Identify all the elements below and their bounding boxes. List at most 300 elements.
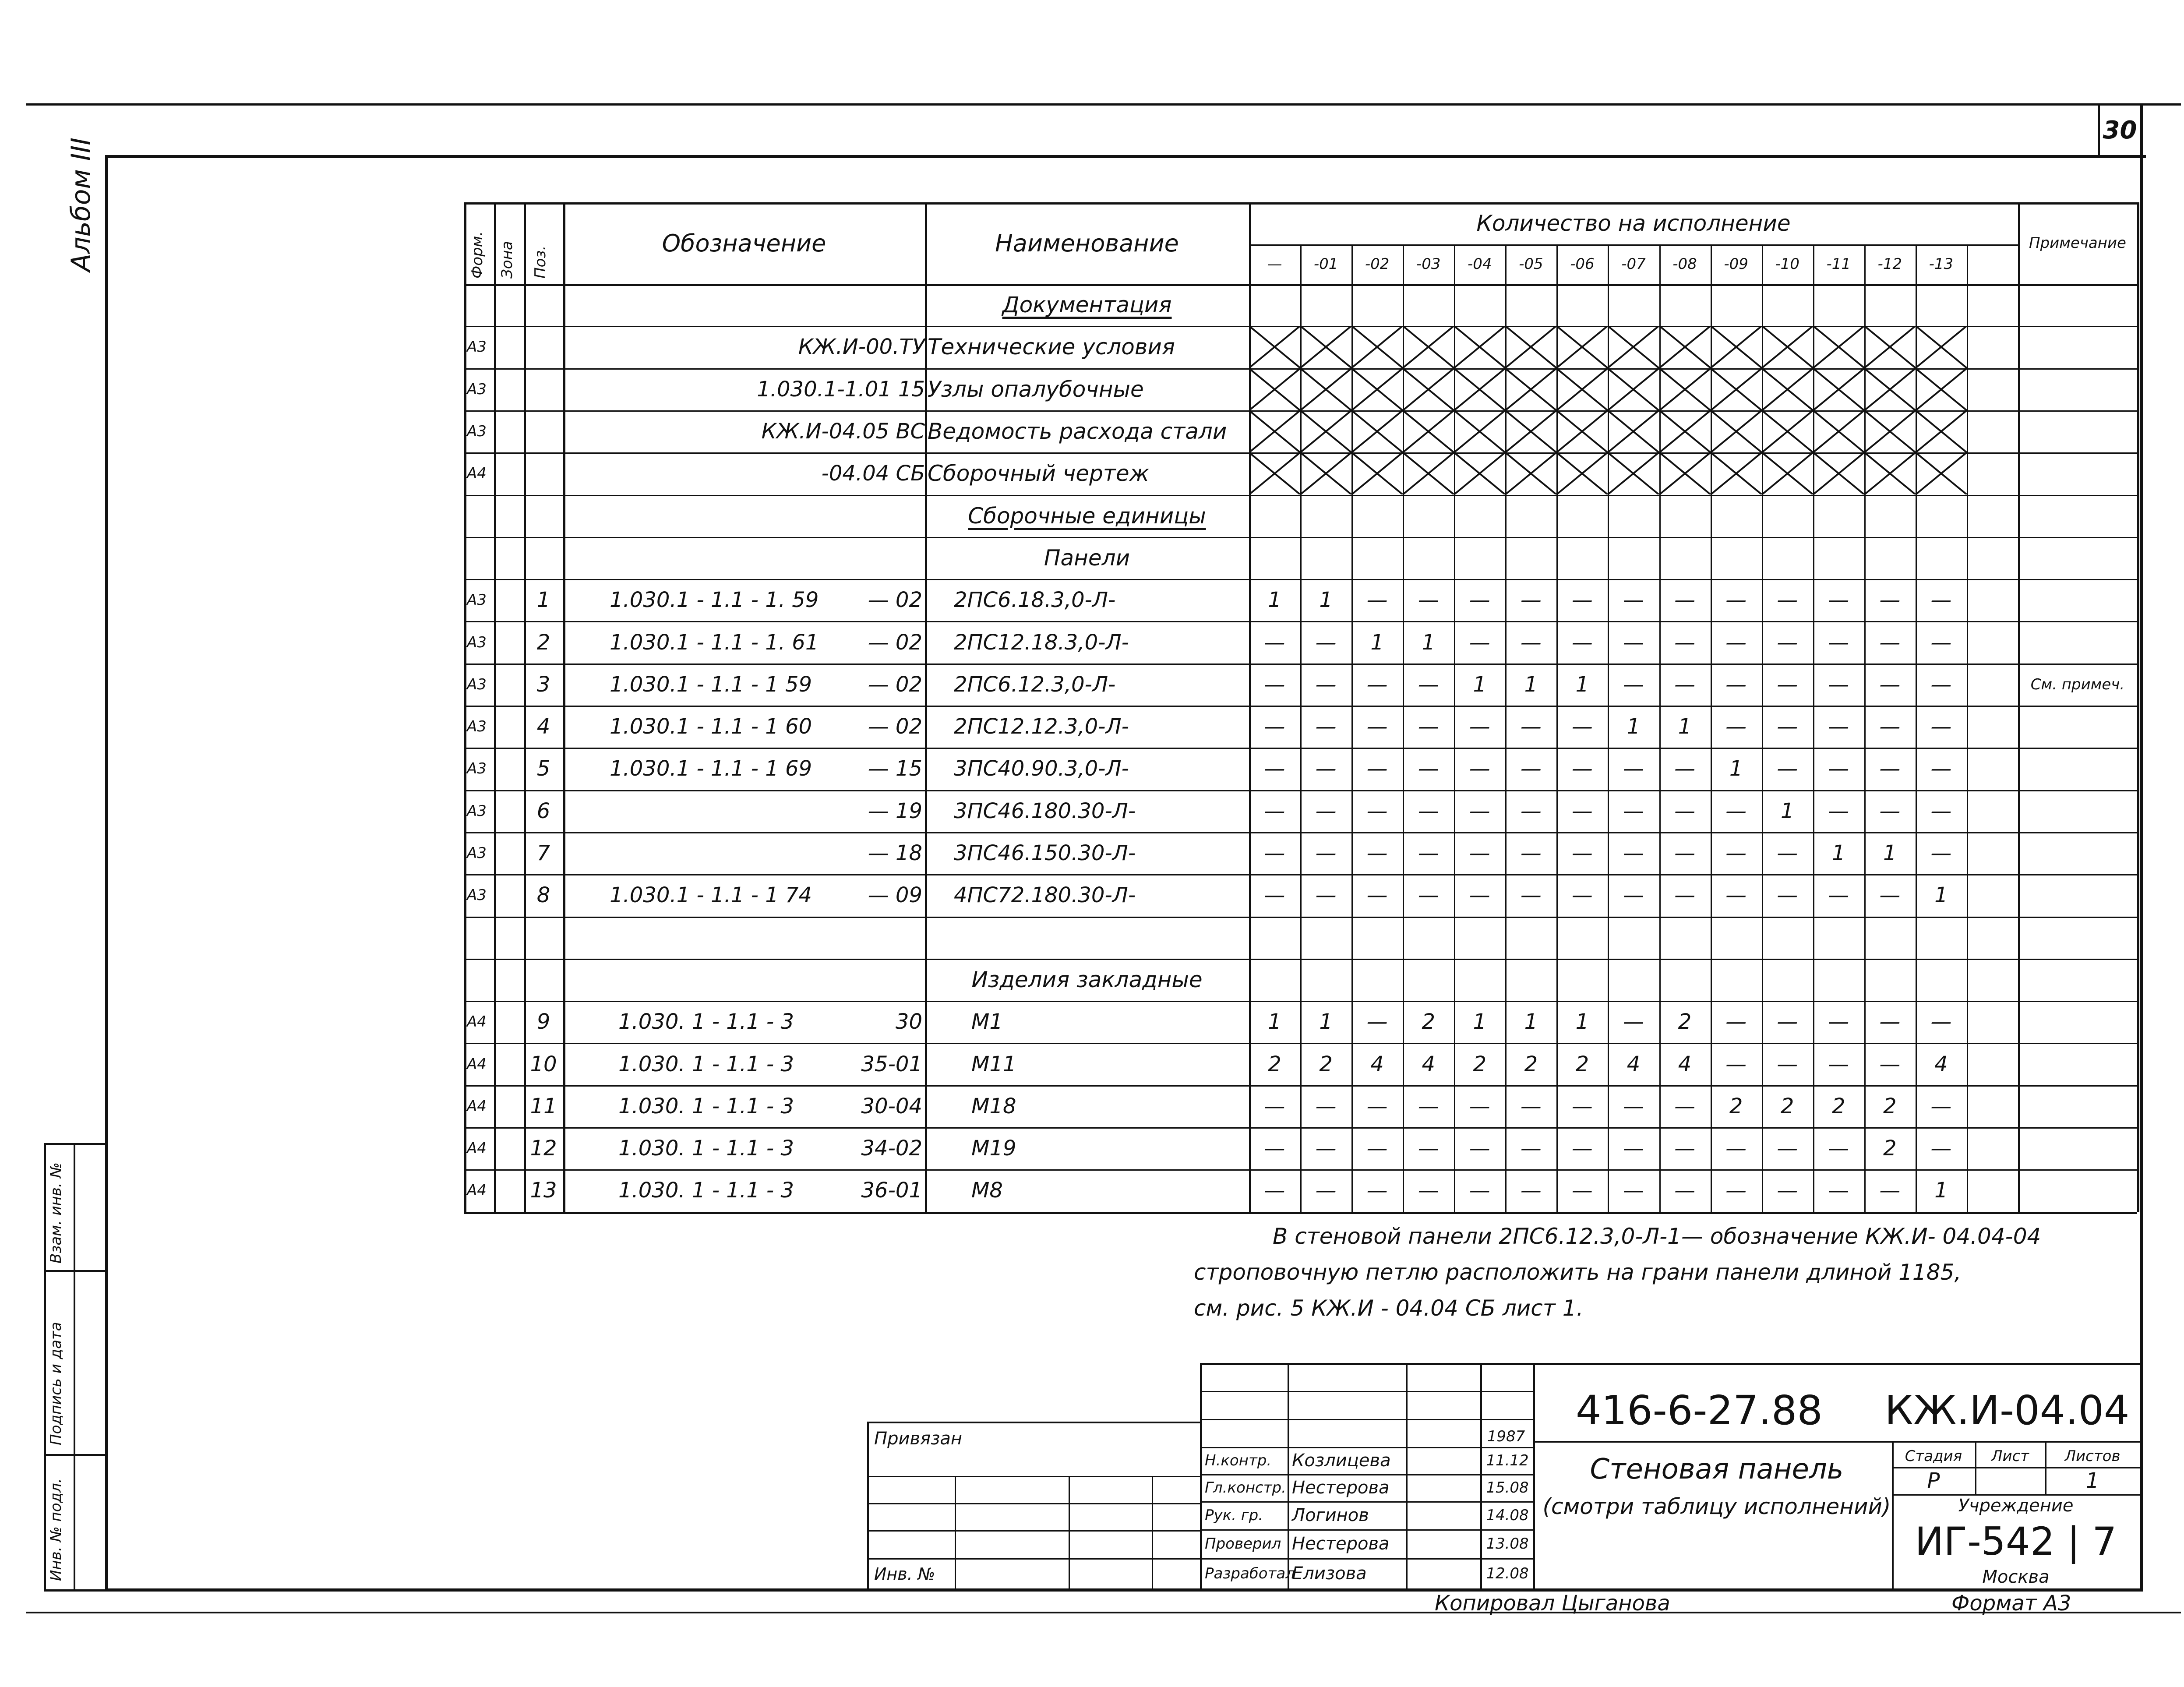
row-designation: КЖ.И-00.ТУ (798, 335, 925, 360)
quantity-cell: 1 (1729, 756, 1743, 781)
quantity-cell: — (1418, 588, 1439, 613)
sheet-label: Лист (1991, 1447, 2029, 1465)
quantity-cell: — (1777, 588, 1798, 613)
row-pos: 1 (536, 588, 550, 613)
quantity-cell: 2 (1575, 1052, 1589, 1076)
quantity-cell: 1 (1319, 588, 1333, 613)
row-designation-suffix: 30-04 (861, 1094, 922, 1119)
quantity-cell: — (1623, 756, 1644, 781)
quantity-cell: 1 (1627, 714, 1641, 739)
quantity-cell: — (1828, 883, 1849, 908)
quantity-cell: — (1674, 630, 1696, 655)
quantity-cell: 1 (1268, 1009, 1281, 1034)
quantity-cell: — (1930, 672, 1952, 697)
row-designation: 1.030.1 - 1.1 - 1 60 (610, 714, 812, 739)
quantity-cell: — (1879, 588, 1901, 613)
quantity-cell: 1 (1678, 714, 1692, 739)
quantity-cell: — (1725, 630, 1747, 655)
quantity-cell: — (1366, 672, 1388, 697)
title-block-rule (867, 1558, 1200, 1560)
quantity-cell: — (1520, 630, 1542, 655)
quantity-cell: 1 (1934, 883, 1948, 908)
quantity-cell: — (1879, 672, 1901, 697)
variant-header: -10 (1775, 255, 1799, 273)
quantity-cell: — (1777, 630, 1798, 655)
signature-role: Гл.констр. (1205, 1479, 1286, 1496)
note-line-2: строповочную петлю расположить на грани панели длиной 1185, (1194, 1260, 1962, 1285)
quantity-cell: 2 (1831, 1094, 1845, 1119)
project-code: 416-6-27.88 (1576, 1387, 1823, 1434)
quantity-cell: — (1828, 672, 1849, 697)
variant-header: — (1267, 255, 1282, 273)
quantity-cell: — (1571, 714, 1593, 739)
quantity-cell: — (1366, 1094, 1388, 1119)
quantity-cell: — (1315, 672, 1337, 697)
quantity-cell: — (1366, 883, 1388, 908)
quantity-cell: — (1469, 1094, 1490, 1119)
quantity-cell: — (1777, 1136, 1798, 1161)
header-name: Наименование (995, 229, 1179, 257)
org-code: ИГ-542 | 7 (1915, 1518, 2117, 1564)
quantity-cell: — (1366, 1178, 1388, 1203)
row-designation-suffix: — 18 (868, 841, 922, 866)
signature-role: Рук. гр. (1205, 1507, 1263, 1524)
row-name: 3ПС46.150.30-Л- (954, 841, 1136, 866)
variant-header: -03 (1416, 255, 1441, 273)
row-designation-suffix: — 02 (868, 714, 922, 739)
quantity-cell: — (1674, 588, 1696, 613)
quantity-cell: — (1930, 756, 1952, 781)
quantity-cell: — (1315, 1136, 1337, 1161)
quantity-cell: — (1264, 672, 1285, 697)
quantity-cell: — (1264, 714, 1285, 739)
copied-by: Копировал Цыганова (1435, 1591, 1670, 1616)
quantity-cell: — (1777, 1009, 1798, 1034)
quantity-cell: — (1777, 883, 1798, 908)
quantity-cell: — (1366, 588, 1388, 613)
row-name: М1 (971, 1009, 1003, 1034)
row-designation: 1.030.1 - 1.1 - 1 59 (610, 672, 812, 697)
quantity-cell: — (1520, 841, 1542, 866)
row-format: А4 (467, 1013, 487, 1031)
row-designation-suffix: 30 (895, 1009, 922, 1034)
quantity-cell: — (1264, 1178, 1285, 1203)
quantity-cell: 1 (1370, 630, 1384, 655)
quantity-cell: — (1623, 798, 1644, 823)
quantity-cell: — (1777, 841, 1798, 866)
quantity-cell: — (1930, 798, 1952, 823)
row-designation-suffix: 36-01 (861, 1178, 922, 1203)
quantity-cell: — (1264, 756, 1285, 781)
sheets-value: 1 (2085, 1468, 2099, 1493)
city: Москва (1982, 1567, 2050, 1587)
quantity-cell: — (1418, 798, 1439, 823)
quantity-cell: — (1366, 841, 1388, 866)
row-designation: КЖ.И-04.05 ВС (761, 419, 925, 444)
title-block-rule (867, 1422, 869, 1588)
title-block-rule (1200, 1588, 1533, 1590)
note-line-3: см. рис. 5 КЖ.И - 04.04 СБ лист 1. (1194, 1295, 1584, 1321)
quantity-cell: — (1520, 1178, 1542, 1203)
row-format: А4 (467, 1055, 487, 1073)
quantity-cell: — (1623, 841, 1644, 866)
row-designation: 1.030. 1 - 1.1 - 3 (618, 1178, 794, 1203)
title-block-rule (1200, 1391, 1533, 1392)
quantity-cell: — (1930, 1136, 1952, 1161)
row-format: А3 (467, 380, 487, 398)
quantity-cell: — (1315, 756, 1337, 781)
attached-label: Привязан (874, 1429, 963, 1449)
quantity-cell: — (1418, 1094, 1439, 1119)
title-block-rule (867, 1476, 1200, 1477)
quantity-cell: — (1725, 1178, 1747, 1203)
row-designation-suffix: — 19 (868, 798, 922, 823)
quantity-cell: — (1571, 883, 1593, 908)
quantity-cell: — (1366, 1136, 1388, 1161)
inv-label: Инв. № (874, 1564, 935, 1584)
header-format: Форм. (469, 231, 486, 279)
row-designation: 1.030. 1 - 1.1 - 3 (618, 1094, 794, 1119)
quantity-cell: — (1674, 1094, 1696, 1119)
row-format: А4 (467, 1097, 487, 1115)
signature-date: 12.08 (1486, 1564, 1529, 1582)
row-format: А3 (467, 802, 487, 820)
row-designation: -04.04 СБ (821, 461, 925, 486)
year: 1987 (1487, 1428, 1525, 1445)
quantity-cell: — (1623, 672, 1644, 697)
header-quantity: Количество на исполнение (1476, 211, 1791, 236)
quantity-cell: — (1879, 714, 1901, 739)
quantity-cell: — (1623, 1009, 1644, 1034)
quantity-cell: — (1879, 1009, 1901, 1034)
quantity-cell: — (1725, 1136, 1747, 1161)
quantity-cell: — (1930, 714, 1952, 739)
quantity-cell: — (1725, 714, 1747, 739)
quantity-cell: — (1828, 1136, 1849, 1161)
quantity-cell: — (1930, 588, 1952, 613)
quantity-cell: — (1828, 588, 1849, 613)
signature-name: Логинов (1292, 1505, 1369, 1525)
quantity-cell: — (1930, 841, 1952, 866)
quantity-cell: — (1930, 1009, 1952, 1034)
quantity-cell: — (1571, 798, 1593, 823)
quantity-cell: — (1879, 1178, 1901, 1203)
quantity-cell: — (1828, 1052, 1849, 1076)
row-pos: 4 (536, 714, 550, 739)
row-designation-suffix: — 02 (868, 588, 922, 613)
variant-header: -08 (1672, 255, 1697, 273)
quantity-cell: — (1418, 1136, 1439, 1161)
row-format: А3 (467, 675, 487, 693)
row-name: М8 (971, 1178, 1003, 1203)
quantity-cell: — (1520, 1094, 1542, 1119)
row-designation: 1.030.1 - 1.1 - 1 74 (610, 883, 812, 908)
quantity-cell: — (1571, 1178, 1593, 1203)
row-name: Сборочный чертеж (928, 461, 1149, 487)
row-name: Ведомость расхода стали (928, 419, 1227, 445)
title-block-rule (1200, 1419, 1533, 1420)
row-pos: 11 (530, 1094, 557, 1119)
row-pos: 13 (530, 1178, 557, 1203)
quantity-cell: 2 (1780, 1094, 1794, 1119)
quantity-cell: — (1469, 798, 1490, 823)
quantity-cell: — (1674, 841, 1696, 866)
quantity-cell: — (1828, 756, 1849, 781)
row-name: 2ПС6.18.3,0-Л- (954, 588, 1116, 613)
quantity-cell: — (1315, 883, 1337, 908)
row-designation-suffix: — 09 (868, 883, 922, 908)
title-block-rule (955, 1476, 956, 1588)
row-pos: 12 (530, 1136, 557, 1161)
row-format: А3 (467, 633, 487, 651)
quantity-cell: — (1828, 1009, 1849, 1034)
quantity-cell: 4 (1627, 1052, 1641, 1076)
quantity-cell: 1 (1883, 841, 1897, 866)
quantity-cell: 1 (1575, 672, 1589, 697)
signature-date: 15.08 (1486, 1479, 1529, 1496)
quantity-cell: — (1264, 841, 1285, 866)
quantity-cell: 2 (1524, 1052, 1538, 1076)
quantity-cell: — (1674, 1136, 1696, 1161)
header-designation: Обозначение (662, 229, 826, 257)
row-designation-suffix: — 02 (868, 630, 922, 655)
quantity-cell: — (1930, 630, 1952, 655)
row-designation: 1.030.1-1.01 15 (757, 377, 925, 402)
quantity-cell: 1 (1473, 672, 1487, 697)
quantity-cell: — (1879, 1052, 1901, 1076)
quantity-cell: — (1315, 798, 1337, 823)
variant-header: -12 (1877, 255, 1902, 273)
variant-header: -13 (1929, 255, 1954, 273)
row-format: А4 (467, 1140, 487, 1158)
header-note: Примечание (2029, 234, 2126, 252)
quantity-cell: — (1725, 798, 1747, 823)
quantity-cell: — (1469, 883, 1490, 908)
quantity-cell: 4 (1678, 1052, 1692, 1076)
row-name: М18 (971, 1094, 1016, 1119)
quantity-cell: — (1366, 1009, 1388, 1034)
row-format: А3 (467, 844, 487, 862)
drawing-title: Стеновая панель (1590, 1453, 1844, 1486)
sheet-number: 30 (2103, 116, 2137, 145)
quantity-cell: 1 (1934, 1178, 1948, 1203)
quantity-cell: 4 (1422, 1052, 1435, 1076)
row-pos: 5 (536, 756, 550, 781)
header-zone: Зона (498, 241, 516, 279)
quantity-cell: — (1469, 714, 1490, 739)
quantity-cell: 2 (1473, 1052, 1487, 1076)
quantity-cell: — (1623, 1094, 1644, 1119)
row-name: М11 (971, 1052, 1016, 1076)
quantity-cell: 2 (1422, 1009, 1435, 1034)
row-pos: 8 (536, 883, 550, 908)
quantity-cell: — (1469, 588, 1490, 613)
row-name: 2ПС12.12.3,0-Л- (954, 714, 1129, 739)
quantity-cell: — (1674, 1178, 1696, 1203)
quantity-cell: — (1571, 1094, 1593, 1119)
row-designation-suffix: 34-02 (861, 1136, 922, 1161)
row-designation: 1.030.1 - 1.1 - 1. 61 (610, 630, 819, 655)
row-note: См. примеч. (2030, 675, 2125, 693)
row-designation: 1.030. 1 - 1.1 - 3 (618, 1136, 794, 1161)
variant-header: -06 (1570, 255, 1595, 273)
quantity-cell: 2 (1729, 1094, 1743, 1119)
quantity-cell: — (1879, 798, 1901, 823)
signature-role: Разработал (1205, 1564, 1295, 1582)
quantity-cell: 2 (1268, 1052, 1281, 1076)
quantity-cell: — (1571, 841, 1593, 866)
row-name: 2ПС6.12.3,0-Л- (954, 672, 1116, 697)
row-pos: 6 (536, 798, 550, 823)
row-format: А3 (467, 423, 487, 441)
variant-header: -07 (1621, 255, 1646, 273)
row-designation: 1.030.1 - 1.1 - 1 69 (610, 756, 812, 781)
quantity-cell: — (1366, 756, 1388, 781)
row-designation: 1.030. 1 - 1.1 - 3 (618, 1052, 794, 1076)
quantity-cell: — (1520, 714, 1542, 739)
row-format: А3 (467, 886, 487, 904)
quantity-cell: 4 (1370, 1052, 1384, 1076)
section-embedded: Изделия закладные (971, 967, 1203, 992)
header-pos: Поз. (532, 245, 549, 279)
quantity-cell: — (1623, 883, 1644, 908)
row-pos: 10 (530, 1052, 557, 1076)
quantity-cell: — (1777, 1052, 1798, 1076)
quantity-cell: — (1469, 630, 1490, 655)
quantity-cell: 1 (1319, 1009, 1333, 1034)
quantity-cell: — (1725, 1009, 1747, 1034)
quantity-cell: 1 (1831, 841, 1845, 866)
row-format: А3 (467, 338, 487, 356)
quantity-cell: — (1469, 756, 1490, 781)
row-pos: 7 (536, 841, 550, 866)
quantity-cell: — (1674, 672, 1696, 697)
quantity-cell: 1 (1524, 1009, 1538, 1034)
quantity-cell: 4 (1934, 1052, 1948, 1076)
signature-name: Козлицева (1292, 1451, 1391, 1471)
note-line-1: В стеновой панели 2ПС6.12.3,0-Л-1— обозначение КЖ.И- 04.04-04 (1273, 1224, 2041, 1249)
quantity-cell: 1 (1575, 1009, 1589, 1034)
variant-header: -04 (1468, 255, 1492, 273)
quantity-cell: — (1469, 1136, 1490, 1161)
doc-code: КЖ.И-04.04 (1884, 1387, 2130, 1434)
quantity-cell: — (1828, 1178, 1849, 1203)
variant-header: -05 (1519, 255, 1543, 273)
quantity-cell: — (1418, 841, 1439, 866)
stamp-replace-inv: Взам. инв. № (47, 1162, 65, 1263)
quantity-cell: — (1418, 756, 1439, 781)
quantity-cell: — (1264, 1094, 1285, 1119)
variant-header: -09 (1724, 255, 1748, 273)
quantity-cell: — (1725, 672, 1747, 697)
quantity-cell: 2 (1883, 1136, 1897, 1161)
quantity-cell: — (1674, 798, 1696, 823)
quantity-cell: 1 (1780, 798, 1794, 823)
album-label: Альбом III (66, 138, 96, 272)
quantity-cell: 2 (1883, 1094, 1897, 1119)
quantity-cell: 2 (1319, 1052, 1333, 1076)
row-format: А3 (467, 760, 487, 778)
quantity-cell: — (1469, 841, 1490, 866)
title-block-rule (867, 1530, 1200, 1532)
stamp-inv-orig: Инв. № подл. (47, 1478, 65, 1581)
signature-role: Н.контр. (1205, 1452, 1272, 1469)
quantity-cell: — (1315, 714, 1337, 739)
row-pos: 2 (536, 630, 550, 655)
stage-label: Стадия (1905, 1447, 1962, 1465)
quantity-cell: — (1418, 1178, 1439, 1203)
signature-name: Елизова (1292, 1563, 1367, 1584)
quantity-cell: — (1315, 630, 1337, 655)
signature-name: Нестерова (1292, 1478, 1390, 1498)
format-label: Формат А3 (1951, 1591, 2071, 1616)
signature-date: 13.08 (1486, 1535, 1529, 1553)
quantity-cell: — (1725, 1052, 1747, 1076)
quantity-cell: — (1469, 1178, 1490, 1203)
stage-value: Р (1927, 1468, 1940, 1493)
quantity-cell: — (1520, 588, 1542, 613)
quantity-cell: 1 (1268, 588, 1281, 613)
row-format: А3 (467, 718, 487, 736)
quantity-cell: — (1571, 1136, 1593, 1161)
stamp-sign-date: Подпись и дата (47, 1322, 65, 1445)
title-block-rule (1200, 1363, 1533, 1364)
row-name: 3ПС40.90.3,0-Л- (954, 756, 1129, 781)
quantity-cell: — (1725, 588, 1747, 613)
signature-date: 11.12 (1486, 1452, 1529, 1469)
quantity-cell: — (1879, 883, 1901, 908)
quantity-cell: — (1828, 714, 1849, 739)
row-name: М19 (971, 1136, 1016, 1161)
quantity-cell: — (1777, 756, 1798, 781)
quantity-cell: — (1418, 714, 1439, 739)
quantity-cell: — (1674, 756, 1696, 781)
quantity-cell: — (1418, 883, 1439, 908)
quantity-cell: — (1520, 883, 1542, 908)
drawing-subtitle: (смотри таблицу исполнений) (1542, 1494, 1891, 1519)
quantity-cell: — (1571, 756, 1593, 781)
row-name: 3ПС46.180.30-Л- (954, 798, 1136, 823)
section-assembly-units: Сборочные единицы (968, 503, 1206, 529)
section-panels: Панели (1044, 545, 1130, 571)
quantity-cell: — (1366, 714, 1388, 739)
quantity-cell: — (1725, 841, 1747, 866)
quantity-cell: — (1674, 883, 1696, 908)
quantity-cell: — (1879, 756, 1901, 781)
variant-header: -01 (1313, 255, 1338, 273)
quantity-cell: — (1520, 798, 1542, 823)
quantity-cell: — (1264, 1136, 1285, 1161)
row-designation: 1.030.1 - 1.1 - 1. 59 (610, 588, 819, 613)
quantity-cell: — (1777, 714, 1798, 739)
quantity-cell: 1 (1422, 630, 1435, 655)
quantity-cell: 1 (1473, 1009, 1487, 1034)
title-block-rule (1200, 1363, 1202, 1588)
quantity-cell: — (1725, 883, 1747, 908)
quantity-cell: — (1879, 630, 1901, 655)
title-block-rule (1069, 1476, 1070, 1588)
row-name: 4ПС72.180.30-Л- (954, 883, 1136, 908)
quantity-cell: 1 (1524, 672, 1538, 697)
row-format: А3 (467, 591, 487, 609)
title-block-rule (1152, 1476, 1153, 1588)
row-designation-suffix: — 02 (868, 672, 922, 697)
sheets-label: Листов (2064, 1447, 2120, 1465)
quantity-cell: — (1623, 588, 1644, 613)
variant-header: -11 (1826, 255, 1851, 273)
quantity-cell: — (1930, 1094, 1952, 1119)
org-label: Учреждение (1958, 1496, 2074, 1516)
